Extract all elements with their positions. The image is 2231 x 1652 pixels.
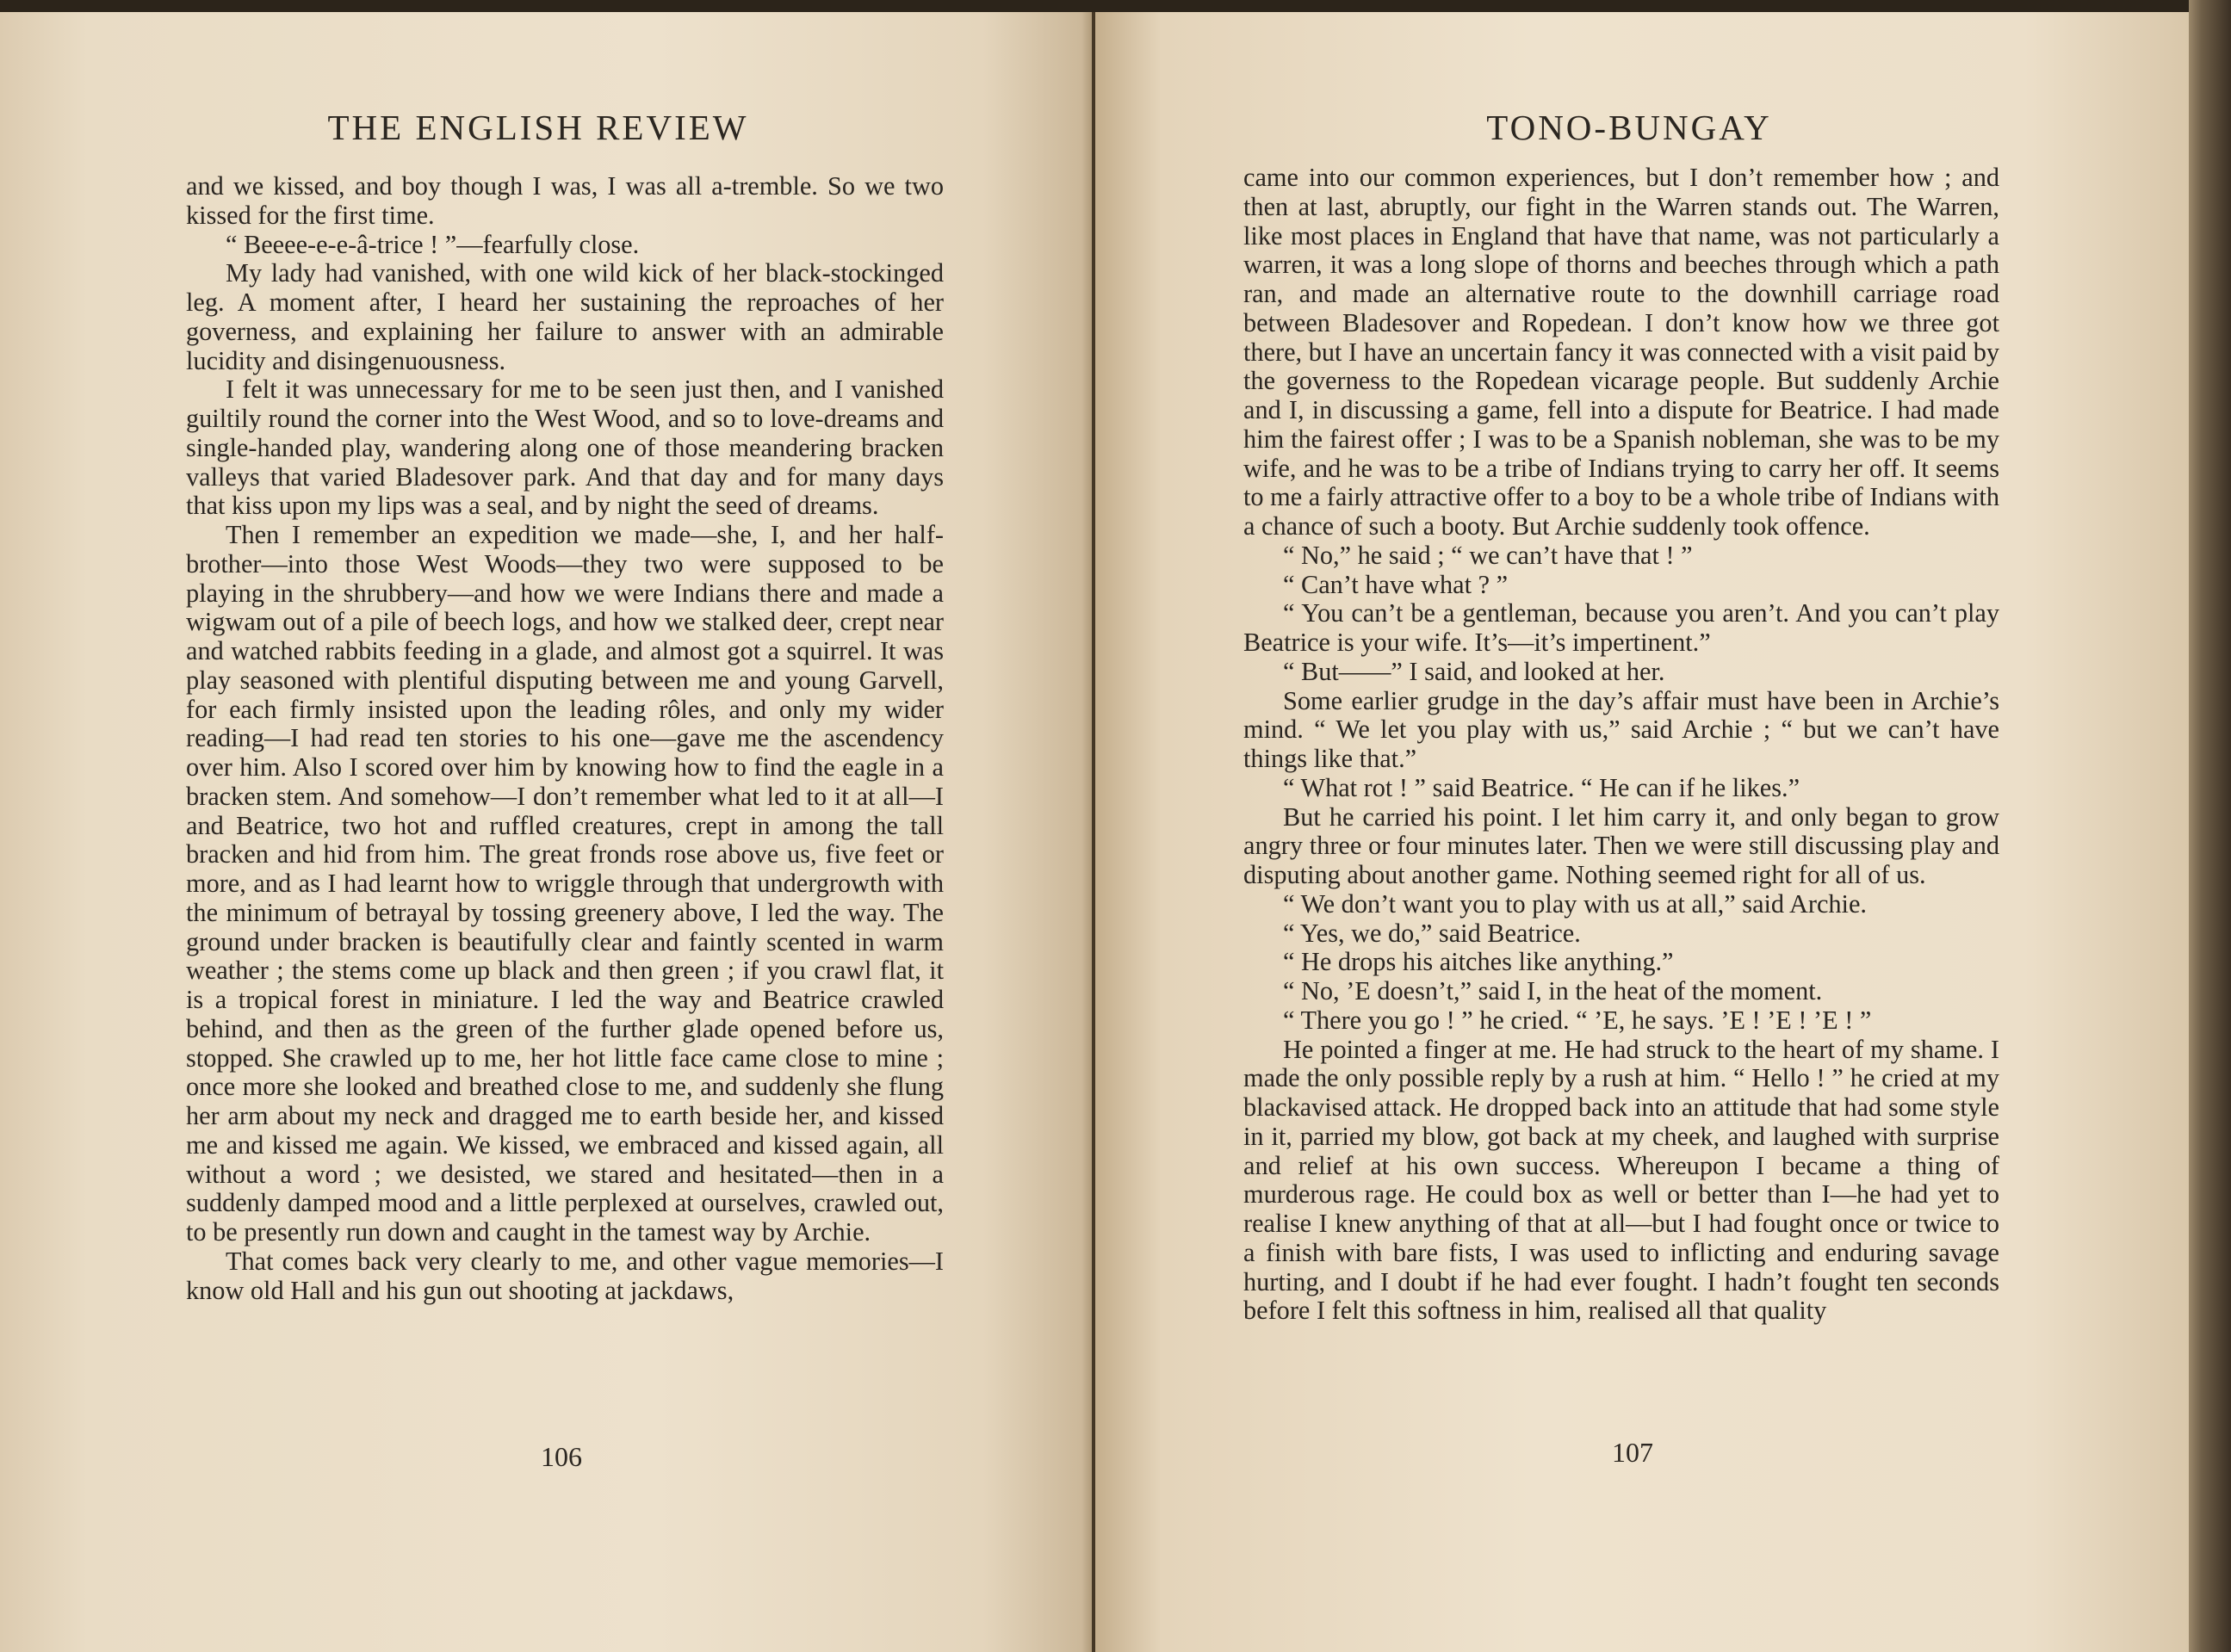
paragraph: “ There you go ! ” he cried. “ ’E, he says. ’E ! ’E ! ’E ! ” (1283, 1005, 1872, 1035)
paragraph: “ You can’t be a gentleman, because you aren’t. And you can’t play Beatrice is your wife. It’s—it’s impertinent.” (1243, 598, 1999, 657)
paragraph: “ Yes, we do,” said Beatrice. (1283, 918, 1581, 948)
paragraph: “ We don’t want you to play with us at all,” said Archie. (1283, 888, 1867, 919)
paragraph: came into our common experiences, but I don’t remember how ; and then at last, abruptly, our fight in the Warren stands out. The Warren, like most places in England that have that name, was not particularly a warren, it was a long slope of thorns and beeches through which a path ran, and made an alternative route to the downhill carriage road between Bladesover and Ropedean. I don’t know how we three got there, but I have an uncertain fancy it was connected with a visit paid by the governess to the Ropedean vicarage people. But suddenly Archie and I, in discussing a game, fell into a dispute for Beatrice. I had made him the fairest offer ; I was to be a Spanish nobleman, she was to be my wife, and he was to be a tribe of Indians trying to carry her off. It seems to me a fairly attractive offer to a boy to be a whole tribe of Indians with a chance of such a booty. But Archie suddenly took offence. (1243, 163, 1999, 541)
paragraph: That comes back very clearly to me, and other vague memories—I know old Hall and his gun out shooting at jackdaws, (186, 1246, 944, 1305)
paragraph: But he carried his point. I let him carry it, and only began to grow angry three or four minutes later. Then we were still discussing play and disputing about another game. Nothing seemed right for all of us. (1243, 801, 1999, 889)
paragraph: “ But——” I said, and looked at her. (1283, 656, 1665, 686)
page-number: 106 (541, 1441, 582, 1472)
left-page (0, 12, 1092, 1652)
page-body-text (1243, 164, 1999, 1326)
paragraph: and we kissed, and boy though I was, I was all a-tremble. So we two kissed for the first time. (186, 171, 944, 230)
paragraph: Then I remember an expedition we made—she, I, and her half-brother—into those West Woods—they two were supposed to be playing in the shrubbery—and how we were Indians there and made a wigwam out of a pile of beech logs, and how we stalked deer, crept near and watched rabbits feeding in a glade, and almost got a squirrel. It was play seasoned with plentiful disputing between me and young Garvell, for each firmly insisted upon the leading rôles, and only my wider reading—I had read ten stories to his one—gave me the ascendency over him. Also I scored over him by knowing how to find the eagle in a bracken stem. And somehow—I don’t remember what led to it at all—I and Beatrice, two hot and ruffled creatures, crept in among the tall bracken and hid from him. The great fronds rose above us, five feet or more, and as I had learnt how to wriggle through that undergrowth with the minimum of betrayal by tossing greenery above, I led the way. The ground under bracken is beautifully clear and faintly scented in warm weather ; the stems come up black and then green ; if you crawl flat, it is a tropical forest in miniature. I led the way and Beatrice crawled behind, and then as the green of the further glade opened before us, stopped. She crawled up to me, her hot little face came close to mine ; once more she looked and breathed close to me, and suddenly she flung her arm about my neck and dragged me to earth beside her, and kissed me and kissed me again. We kissed, we embraced and kissed again, all without a word ; we desisted, we stared and hesitated—then in a suddenly damped mood and a little perplexed at ourselves, crawled out, to be presently run down and caught in the tamest way by Archie. (186, 520, 944, 1247)
paragraph: He pointed a finger at me. He had struck to the heart of my shame. I made the only possible reply by a rush at him. “ Hello ! ” he cried at my blackavised attack. He dropped back into an attitude that had some style in it, parried my blow, got back at my cheek, and laughed with surprise and relief at his own success. Whereupon I became a thing of murderous rage. He could box as well or better than I—he had yet to realise I knew anything of that at all—but I had fought once or twice to a finish with bare fists, I was used to inflicting and enduring savage hurting, and I doubt if he had ever fought. I hadn’t fought ten seconds before I felt this softness in him, realised all that quality (1243, 1034, 1999, 1326)
paragraph: My lady had vanished, with one wild kick of her black-stockinged leg. A moment after, I heard her sustaining the reproaches of her governess, and explaining her failure to answer with an admirable lucidity and disingenuousness. (186, 258, 944, 375)
paragraph: “ What rot ! ” said Beatrice. “ He can if he likes.” (1283, 772, 1800, 802)
page-body-text (186, 172, 944, 1305)
paragraph: “ He drops his aitches like anything.” (1283, 947, 1674, 977)
paragraph: “ No, ’E doesn’t,” said I, in the heat of the moment. (1283, 976, 1823, 1005)
page-number: 107 (1612, 1437, 1653, 1468)
paragraph: “ Beeee-e-e-â-trice ! ”—fearfully close. (226, 229, 640, 259)
paragraph: “ Can’t have what ? ” (1283, 569, 1509, 599)
running-header: THE ENGLISH REVIEW (327, 108, 749, 147)
book-cover-edge (2189, 0, 2231, 1652)
paragraph: Some earlier grudge in the day’s affair must have been in Archie’s mind. “ We let you play with us,” said Archie ; “ but we can’t have things like that.” (1243, 685, 1999, 773)
right-page (1095, 12, 2189, 1652)
paragraph: I felt it was unnecessary for me to be seen just then, and I vanished guiltily round the corner into the West Wood, and so to love-dreams and single-handed play, wandering along one of those meandering bracken valleys that varied Bladesover park. And that day and for many days that kiss upon my lips was a seal, and by night the seed of dreams. (186, 374, 944, 521)
paragraph: “ No,” he said ; “ we can’t have that ! ” (1283, 540, 1693, 570)
running-header: TONO-BUNGAY (1486, 108, 1772, 147)
